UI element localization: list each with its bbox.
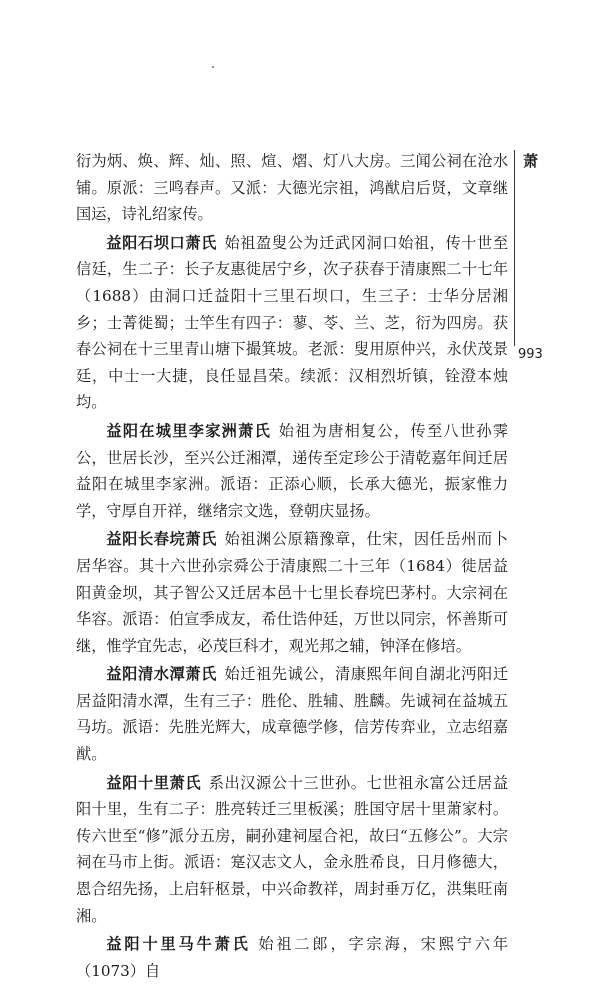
- paragraph-text: 系出汉源公十三世孙。七世祖永富公迁居益阳十里，生有二子：胜亮转迁三里板溪；胜国守居十里萧家村。传六世至“修”派分五房，嗣孙建祠屋合祀，故曰“五修公”。大宗祠在马市上街。派语：寔汉志文人，金永胜希良，日月修德大，恩合绍先扬，上启轩枢景，中兴命教祥，周封垂万亿，洪集旺南湘。: [76, 773, 509, 925]
- chapter-mark: 萧: [523, 152, 539, 170]
- paragraph-shibakou: [76, 230, 508, 416]
- paragraph-text: 始迁祖先诚公，清康熙年间自湖北沔阳迁居益阳清水潭，生有三子：胜伦、胜辅、胜麟。先诚祠在益城五马坊。派语：先胜光辉大，成章德学修，信芳传弈业，立志绍嘉猷。: [76, 665, 509, 764]
- clan-heading: 益阳在城里李家洲萧氏: [106, 421, 272, 440]
- paragraph-text: 始祖盈叟公为迁武冈洞口始祖，传十世至信廷，生二子：长子友惠徙居宁乡，次子获春于清康熙二十七年（1688）由洞口迁益阳十三里石坝口，生三子：士华分居湘乡；士菁徙蜀；士竿生有四子：蓼、苓、兰、芝，衍为四房。获春公祠在十三里青山塘下撮箕坡。老派：叟用原仲兴，永伏茂景廷，中士一大捷，良任显昌荣。续派：汉相烈圻镇，铨澄本烛均。: [76, 233, 509, 412]
- paragraph-lijiazhou: [76, 418, 508, 524]
- clan-heading: 益阳石坝口萧氏: [106, 233, 217, 252]
- clan-heading: 益阳清水潭萧氏: [106, 665, 217, 684]
- paragraph-text: 衍为炳、焕、辉、灿、照、煊、熠、灯八大房。三闻公祠在沧水铺。原派：三鸣春声。又派：大德光宗祖，鸿猷启后贤，文章继国运，诗礼绍家传。: [76, 152, 508, 224]
- scan-speck: [212, 66, 214, 68]
- paragraph-text: 始祖二郎，字宗海，宋熙宁六年（1073）自: [76, 935, 509, 980]
- main-text: [76, 148, 508, 986]
- clan-heading: 益阳长春垸萧氏: [106, 530, 217, 549]
- paragraph-continuation: [76, 148, 508, 228]
- paragraph-text: 始祖为唐相复公，传至八世孙霁公，世居长沙，至兴公迁湘潭，递传至定珍公于清乾嘉年间迁居益阳在城里李家洲。派语：正添心顺，长承大德光，振家惟力学，守厚自开祥，继绪宗文选，登朝庆显扬。: [76, 421, 509, 520]
- paragraph-text: 始祖渊公原籍豫章，仕宋，因任岳州而卜居华容。其十六世孙宗舜公于清康熙二十三年（1684）徙居益阳黄金坝，其子智公又迁居本邑十七里长春垸巴茅村。大宗祠在华容。派语：伯宣季成友，希仕诰仲廷，万世以同宗，怀善斯可继，惟学宜先志，必茂巨科才，观光邦之辅，钟泽在修培。: [76, 530, 509, 655]
- paragraph-shili-maniu: [76, 931, 508, 984]
- page-number: 993: [518, 347, 543, 362]
- paragraph-shili: [76, 770, 508, 930]
- margin-rule: [514, 150, 515, 346]
- paragraph-qingshuitan: [76, 661, 508, 767]
- paragraph-changchunyuan: [76, 526, 508, 659]
- clan-heading: 益阳十里萧氏: [106, 773, 202, 792]
- clan-heading: 益阳十里马牛萧氏: [106, 935, 251, 954]
